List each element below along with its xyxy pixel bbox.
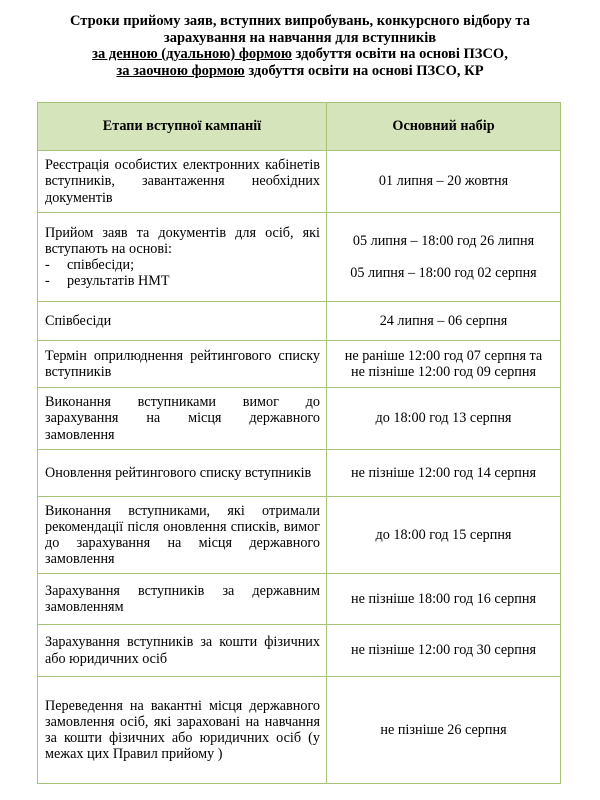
table-row xyxy=(38,213,561,302)
date-cell: 01 липня – 20 жовтня xyxy=(327,151,561,213)
date-interview: 05 липня – 18:00 год 26 липня xyxy=(352,232,535,249)
date-cell: не пізніше 12:00 год 30 серпня xyxy=(327,625,561,677)
stage-cell: Виконання вступниками, які отримали рекомендації після оновлення списків, вимог до зарахування на місця державного замовлення xyxy=(38,497,327,574)
table-row xyxy=(38,625,561,677)
date-cell: не пізніше 26 серпня xyxy=(327,677,561,784)
table-row xyxy=(38,574,561,625)
stage-cell: Виконання вступниками вимог до зарахування на місця державного замовлення xyxy=(38,388,327,450)
table-row xyxy=(38,341,561,388)
list-dash: - xyxy=(45,273,50,290)
table-row xyxy=(38,388,561,450)
list-item xyxy=(45,257,320,273)
table-row xyxy=(38,677,561,784)
table-header-row xyxy=(38,103,561,151)
column-header-main-intake: Основний набір xyxy=(327,103,561,151)
stage-cell xyxy=(38,213,327,302)
table-row xyxy=(38,497,561,574)
header-line-1: Строки прийому заяв, вступних випробувань, конкурсного відбору та xyxy=(70,13,530,29)
date-group xyxy=(331,233,556,281)
stage-cell: Реєстрація особистих електронних кабінетів вступників, завантаження необхідних документів xyxy=(38,151,327,213)
header-line-3 xyxy=(0,46,600,63)
date-cell: не пізніше 12:00 год 14 серпня xyxy=(327,450,561,497)
list-item xyxy=(45,273,320,289)
date-cell: не пізніше 18:00 год 16 серпня xyxy=(327,574,561,625)
date-line: не пізніше 12:00 год 09 серпня xyxy=(351,364,536,380)
date-nmt: 05 липня – 18:00 год 02 серпня xyxy=(350,265,537,281)
admission-schedule-table xyxy=(37,102,561,784)
column-header-stage: Етапи вступної кампанії xyxy=(38,103,327,151)
date-cell: до 18:00 год 15 серпня xyxy=(327,497,561,574)
header-correspondence-form: за заочною формою xyxy=(116,62,245,79)
stage-cell: Зарахування вступників за кошти фізичних або юридичних осіб xyxy=(38,625,327,677)
list-dash: - xyxy=(45,257,50,273)
table-row xyxy=(38,151,561,213)
stage-cell: Переведення на вакантні місця державного замовлення осіб, які зараховані на навчання за кошти фізичних або юридичних осіб (у межах цих Правил прийому ) xyxy=(38,677,327,784)
header-daily-form: за денною (дуальною) формою xyxy=(92,46,292,62)
list-item-text: співбесіди; xyxy=(67,257,135,273)
table-row xyxy=(38,302,561,341)
header-line-2: зарахування на навчання для вступників xyxy=(163,29,437,46)
list-item-text: результатів НМТ xyxy=(67,273,170,290)
stage-cell: Зарахування вступників за державним замовленням xyxy=(38,574,327,625)
document-header xyxy=(0,13,600,79)
date-group xyxy=(331,348,556,380)
table-row xyxy=(38,450,561,497)
stage-cell: Оновлення рейтингового списку вступників xyxy=(38,450,327,497)
date-cell xyxy=(327,341,561,388)
header-line-3-rest: здобуття освіти на основі ПЗСО, xyxy=(291,46,508,62)
date-cell: 24 липня – 06 серпня xyxy=(327,302,561,341)
date-cell xyxy=(327,213,561,302)
stage-cell: Термін оприлюднення рейтингового списку вступників xyxy=(38,341,327,388)
stage-text: Прийом заяв та документів для осіб, які вступають на основі: xyxy=(45,224,320,257)
header-line-4 xyxy=(0,63,600,80)
date-cell: до 18:00 год 13 серпня xyxy=(327,388,561,450)
date-line: не раніше 12:00 год 07 серпня та xyxy=(344,347,543,364)
header-line-4-rest: здобуття освіти на основі ПЗСО, КР xyxy=(244,62,484,79)
stage-cell: Співбесіди xyxy=(38,302,327,341)
